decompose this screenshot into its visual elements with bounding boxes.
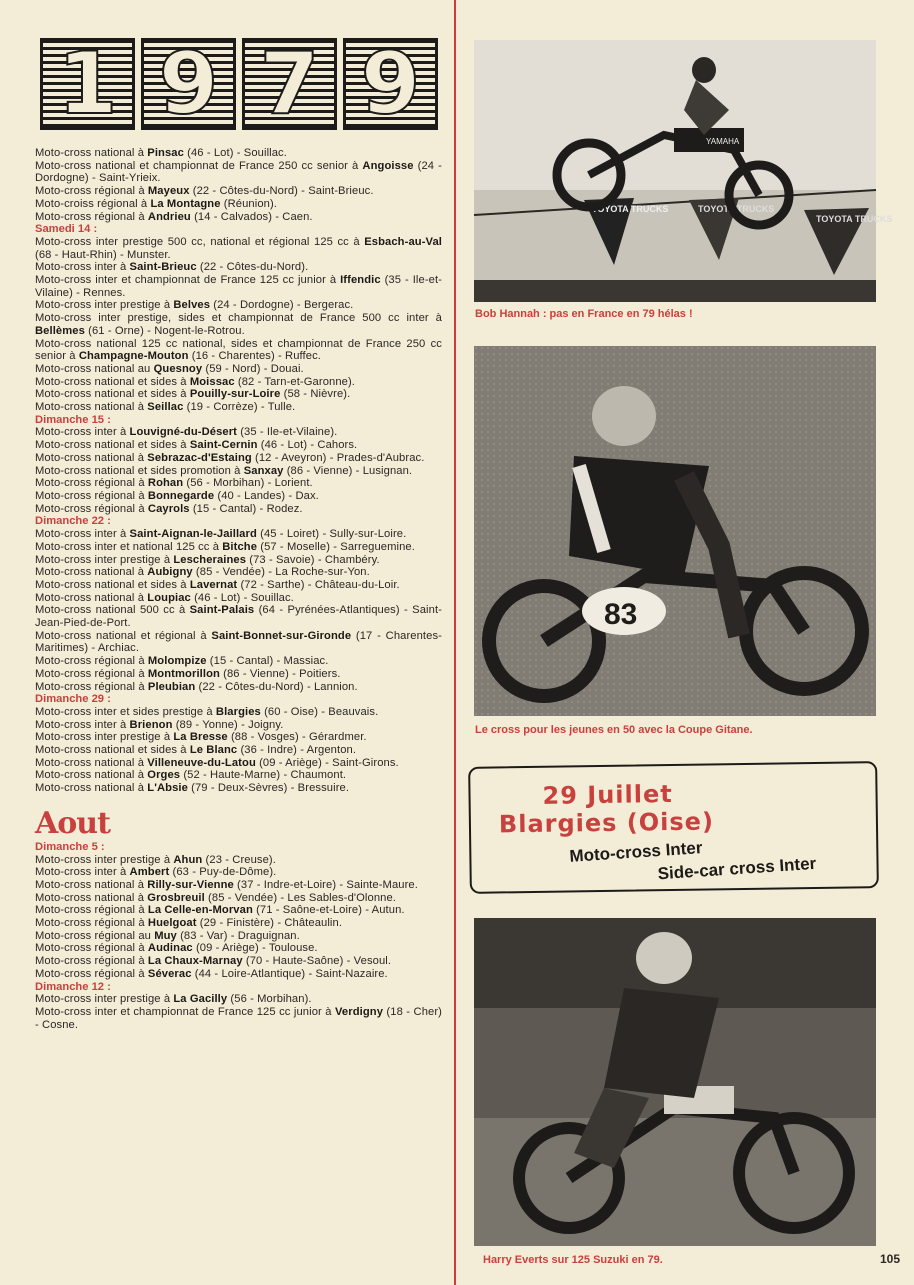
banner-text: TOYOTA TRUCKS (816, 214, 893, 224)
year-digit: 9 (343, 38, 438, 130)
photo-jump-image (474, 40, 893, 302)
column-divider (454, 0, 456, 1285)
photo-caption: Bob Hannah : pas en France en 79 hélas ! (475, 308, 693, 320)
photo-young-rider (474, 346, 876, 716)
venue-name: La Chaux-Marnay (147, 955, 243, 968)
event-entry: Moto-cross national à Villeneuve-du-Latou (09 - Ariège) - Saint-Girons. (35, 756, 399, 769)
promo-place: Blargies (Oise) (498, 807, 715, 839)
venue-name: Brienon (129, 718, 173, 731)
venue-name: Sebrazac-d'Estaing (147, 451, 252, 464)
event-entry: Moto-cross inter prestige, sides et championnat de France 500 cc inter à Bellèmes (61 - Orne) - Nogent-le-Rotrou. (35, 312, 442, 337)
day-heading: Dimanche 22 : (35, 515, 111, 528)
bike-brand-text: YAMAHA (706, 137, 740, 146)
event-entry: Moto-cross national au Quesnoy (59 - Nord) - Douai. (35, 362, 304, 375)
venue-name: Muy (154, 929, 177, 942)
event-entry: Moto-cross inter à Saint-Brieuc (22 - Côtes-du-Nord). (35, 261, 309, 274)
event-entry: Moto-cross national à Rilly-sur-Vienne (37 - Indre-et-Loire) - Sainte-Maure. (35, 878, 418, 891)
event-entry: Moto-cross régional à Audinac (09 - Ariège) - Toulouse. (35, 942, 318, 955)
venue-name: Villeneuve-du-Latou (147, 756, 256, 769)
venue-name: La Montagne (150, 197, 221, 210)
event-listing (35, 147, 442, 1031)
event-entry: Moto-cross inter prestige à Ahun (23 - Creuse). (35, 853, 276, 866)
photo-harry-everts (474, 918, 876, 1246)
event-entry: Moto-cross régional à Molompize (15 - Cantal) - Massiac. (35, 655, 329, 668)
venue-name: Blargies (215, 705, 261, 718)
page-number: 105 (880, 1252, 901, 1266)
event-entry: Moto-cross régional à Andrieu (14 - Calvados) - Caen. (35, 210, 313, 223)
venue-name: Pinsac (147, 147, 184, 159)
event-promo-box (468, 761, 879, 894)
venue-name: Bitche (222, 540, 258, 553)
month-heading: Aout (35, 805, 110, 841)
banner-text: TOYOTA TRUCKS (698, 204, 775, 214)
venue-name: Lescheraines (173, 553, 247, 566)
event-entry: Moto-cross national à Seillac (19 - Corrèze) - Tulle. (35, 401, 296, 414)
venue-name: Grosbreuil (147, 891, 205, 904)
venue-name: Bellèmes (35, 324, 85, 337)
venue-name: Champagne-Mouton (78, 350, 189, 363)
event-entry: Moto-cross régional à La Chaux-Marnay (70 - Haute-Saône) - Vesoul. (35, 955, 392, 968)
venue-name: Quesnoy (153, 362, 203, 375)
event-entry: Moto-cross régional à Cayrols (15 - Cantal) - Rodez. (35, 502, 303, 515)
venue-name: Lavernat (189, 578, 238, 591)
event-entry: Moto-cross inter prestige à La Bresse (88 - Vosges) - Gérardmer. (35, 731, 367, 744)
venue-name: Loupiac (147, 591, 191, 604)
event-entry: Moto-cross régional à La Celle-en-Morvan (71 - Saône-et-Loire) - Autun. (35, 904, 405, 917)
event-entry: Moto-cross régional à Mayeux (22 - Côtes-du-Nord) - Saint-Brieuc. (35, 185, 374, 198)
photo-caption: Harry Everts sur 125 Suzuki en 79. (483, 1254, 663, 1266)
venue-name: L'Absie (147, 782, 188, 795)
photo-caption: Le cross pour les jeunes en 50 avec la Coupe Gitane. (475, 724, 753, 736)
promo-line: Moto-cross Inter (568, 838, 703, 866)
venue-name: La Bresse (173, 731, 228, 744)
event-entry: Moto-cross régional à Huelgoat (29 - Finistère) - Châteaulin. (35, 917, 343, 930)
event-entry: Moto-cross inter prestige à Belves (24 - Dordogne) - Bergerac. (35, 299, 354, 312)
venue-name: Cayrols (147, 502, 190, 515)
event-entry: Moto-cross national et championnat de France 250 cc senior à Angoisse (24 - Dordogne) - Saint-Yrieix. (35, 159, 442, 185)
event-entry: Moto-cross inter et sides prestige à Blargies (60 - Oise) - Beauvais. (35, 705, 379, 718)
venue-name: Séverac (147, 967, 192, 980)
venue-name: Pleubian (147, 680, 196, 693)
event-entry: Moto-cross inter à Saint-Aignan-le-Jaillard (45 - Loiret) - Sully-sur-Loire. (35, 528, 407, 541)
event-entry: Moto-cross national à Pinsac (46 - Lot) - Souillac. (35, 147, 287, 159)
venue-name: La Celle-en-Morvan (147, 904, 253, 917)
venue-name: Ahun (173, 853, 203, 866)
venue-name: Molompize (147, 655, 207, 668)
event-entry: Moto-cross régional à Pleubian (22 - Côtes-du-Nord) - Lannion. (35, 680, 358, 693)
venue-name: Le Blanc (189, 744, 238, 757)
promo-date: 29 Juillet (542, 780, 673, 810)
event-entry: Moto-cross régional à Séverac (44 - Loire-Atlantique) - Saint-Nazaire. (35, 967, 388, 980)
venue-name: Sanxay (243, 464, 284, 477)
day-heading: Dimanche 12 : (35, 980, 111, 993)
venue-name: Ambert (129, 866, 170, 879)
banner-text: TOYOTA TRUCKS (592, 204, 669, 214)
venue-name: Angoisse (362, 159, 414, 172)
venue-name: Seillac (147, 401, 184, 414)
event-entry: Moto-cross national et sides à Pouilly-sur-Loire (58 - Nièvre). (35, 388, 351, 401)
event-entry: Moto-cross national et sides promotion à Sanxay (86 - Vienne) - Lusignan. (35, 464, 413, 477)
year-heading (40, 34, 438, 134)
venue-name: Mayeux (147, 185, 190, 198)
event-entry: Moto-cross national à Grosbreuil (85 - Vendée) - Les Sables-d'Olonne. (35, 891, 397, 904)
venue-name: Verdigny (334, 1006, 384, 1018)
venue-name: Saint-Aignan-le-Jaillard (129, 528, 257, 541)
event-entry: Moto-cross national à Loupiac (46 - Lot) - Souillac. (35, 591, 294, 604)
photo-everts-image (474, 918, 876, 1246)
venue-name: Huelgoat (147, 917, 197, 930)
race-number-text: 83 (604, 598, 638, 631)
venue-name: Pouilly-sur-Loire (189, 388, 281, 401)
venue-name: Belves (173, 299, 211, 312)
venue-name: Rilly-sur-Vienne (147, 878, 234, 891)
event-entry: Moto-cross inter prestige à Lescheraines (73 - Savoie) - Chambéry. (35, 553, 380, 566)
day-heading: Samedi 14 : (35, 223, 98, 236)
photo-bob-hannah (474, 40, 893, 302)
event-entry: Moto-cross national et régional à Saint-Bonnet-sur-Gironde (17 - Charentes-Maritimes) - Archiac. (35, 629, 442, 655)
event-entry: Moto-cross régional à Montmorillon (86 - Vienne) - Poitiers. (35, 667, 341, 680)
venue-name: Andrieu (147, 210, 191, 223)
event-entry: Moto-cross national à L'Absie (79 - Deux-Sèvres) - Bressuire. (35, 782, 350, 795)
venue-name: Saint-Bonnet-sur-Gironde (211, 629, 352, 642)
venue-name: Audinac (147, 942, 193, 955)
event-entry: Moto-cross national 125 cc national, sides et championnat de France 250 cc senior à Champagne-Mouton (16 - Charentes) - Ruffec. (35, 337, 442, 363)
promo-line: Side-car cross Inter (657, 853, 817, 884)
venue-name: Esbach-au-Val (364, 235, 442, 248)
photo-rider-83-image (474, 346, 876, 716)
event-entry: Moto-cross inter à Ambert (63 - Puy-de-Dôme). (35, 866, 277, 879)
day-heading: Dimanche 5 : (35, 840, 105, 853)
venue-name: Saint-Brieuc (129, 261, 197, 274)
year-digit: 9 (141, 38, 236, 130)
venue-name: Rohan (147, 477, 184, 490)
event-entry: Moto-cross régional à Rohan (56 - Morbihan) - Lorient. (35, 477, 313, 490)
event-entry: Moto-cross national et sides à Lavernat (72 - Sarthe) - Château-du-Loir. (35, 578, 400, 591)
event-entry: Moto-cross inter prestige 500 cc, national et régional 125 cc à Esbach-au-Val (68 - Haut-Rhin) - Munster. (35, 235, 442, 261)
venue-name: Montmorillon (147, 667, 220, 680)
event-entry: Moto-cross national et sides à Le Blanc (36 - Indre) - Argenton. (35, 744, 357, 757)
event-entry: Moto-cross national à Orges (52 - Haute-Marne) - Chaumont. (35, 769, 347, 782)
event-entry: Moto-cross inter et national 125 cc à Bitche (57 - Moselle) - Sarreguemine. (35, 540, 415, 553)
day-heading: Dimanche 29 : (35, 693, 111, 706)
event-entry: Moto-cross inter à Louvigné-du-Désert (35 - Ile-et-Vilaine). (35, 426, 338, 439)
event-entry: Moto-cross régional à Bonnegarde (40 - Landes) - Dax. (35, 489, 319, 502)
venue-name: Louvigné-du-Désert (129, 426, 238, 439)
event-entry: Moto-cross inter et championnat de France 125 cc junior à Verdigny (18 - Cher) - Cosne. (35, 1006, 442, 1031)
venue-name: Saint-Palais (189, 604, 255, 617)
day-heading: Dimanche 15 : (35, 413, 111, 426)
venue-name: Aubigny (147, 566, 193, 579)
venue-name: Moissac (189, 375, 235, 388)
year-digit: 1 (40, 38, 135, 130)
event-entry: Moto-cross national à Aubigny (85 - Vendée) - La Roche-sur-Yon. (35, 566, 370, 579)
venue-name: Iffendic (340, 274, 381, 287)
event-entry: Moto-cross national 500 cc à Saint-Palais (64 - Pyrénées-Atlantiques) - Saint-Jean-Pied-de-Port. (35, 604, 442, 630)
venue-name: Saint-Cernin (189, 439, 258, 452)
event-entry: Moto-cross inter et championnat de France 125 cc junior à Iffendic (35 - Ile-et-Vilaine) - Rennes. (35, 274, 443, 299)
event-entry: Moto-cross national et sides à Saint-Cernin (46 - Lot) - Cahors. (35, 439, 358, 452)
venue-name: Orges (147, 769, 181, 782)
event-entry: Moto-cross national et sides à Moissac (82 - Tarn-et-Garonne). (35, 375, 356, 388)
venue-name: Bonnegarde (147, 489, 215, 502)
event-entry: Moto-cross inter prestige à La Gacilly (56 - Morbihan). (35, 993, 312, 1006)
venue-name: La Gacilly (173, 993, 228, 1006)
event-entry: Moto-cross national à Sebrazac-d'Estaing (12 - Aveyron) - Prades-d'Aubrac. (35, 451, 425, 464)
year-digit: 7 (242, 38, 337, 130)
event-entry: Moto-croiss régional à La Montagne (Réunion). (35, 197, 278, 210)
event-entry: Moto-cross inter à Brienon (89 - Yonne) - Joigny. (35, 718, 284, 731)
event-entry: Moto-cross régional au Muy (83 - Var) - Draguignan. (35, 929, 300, 942)
